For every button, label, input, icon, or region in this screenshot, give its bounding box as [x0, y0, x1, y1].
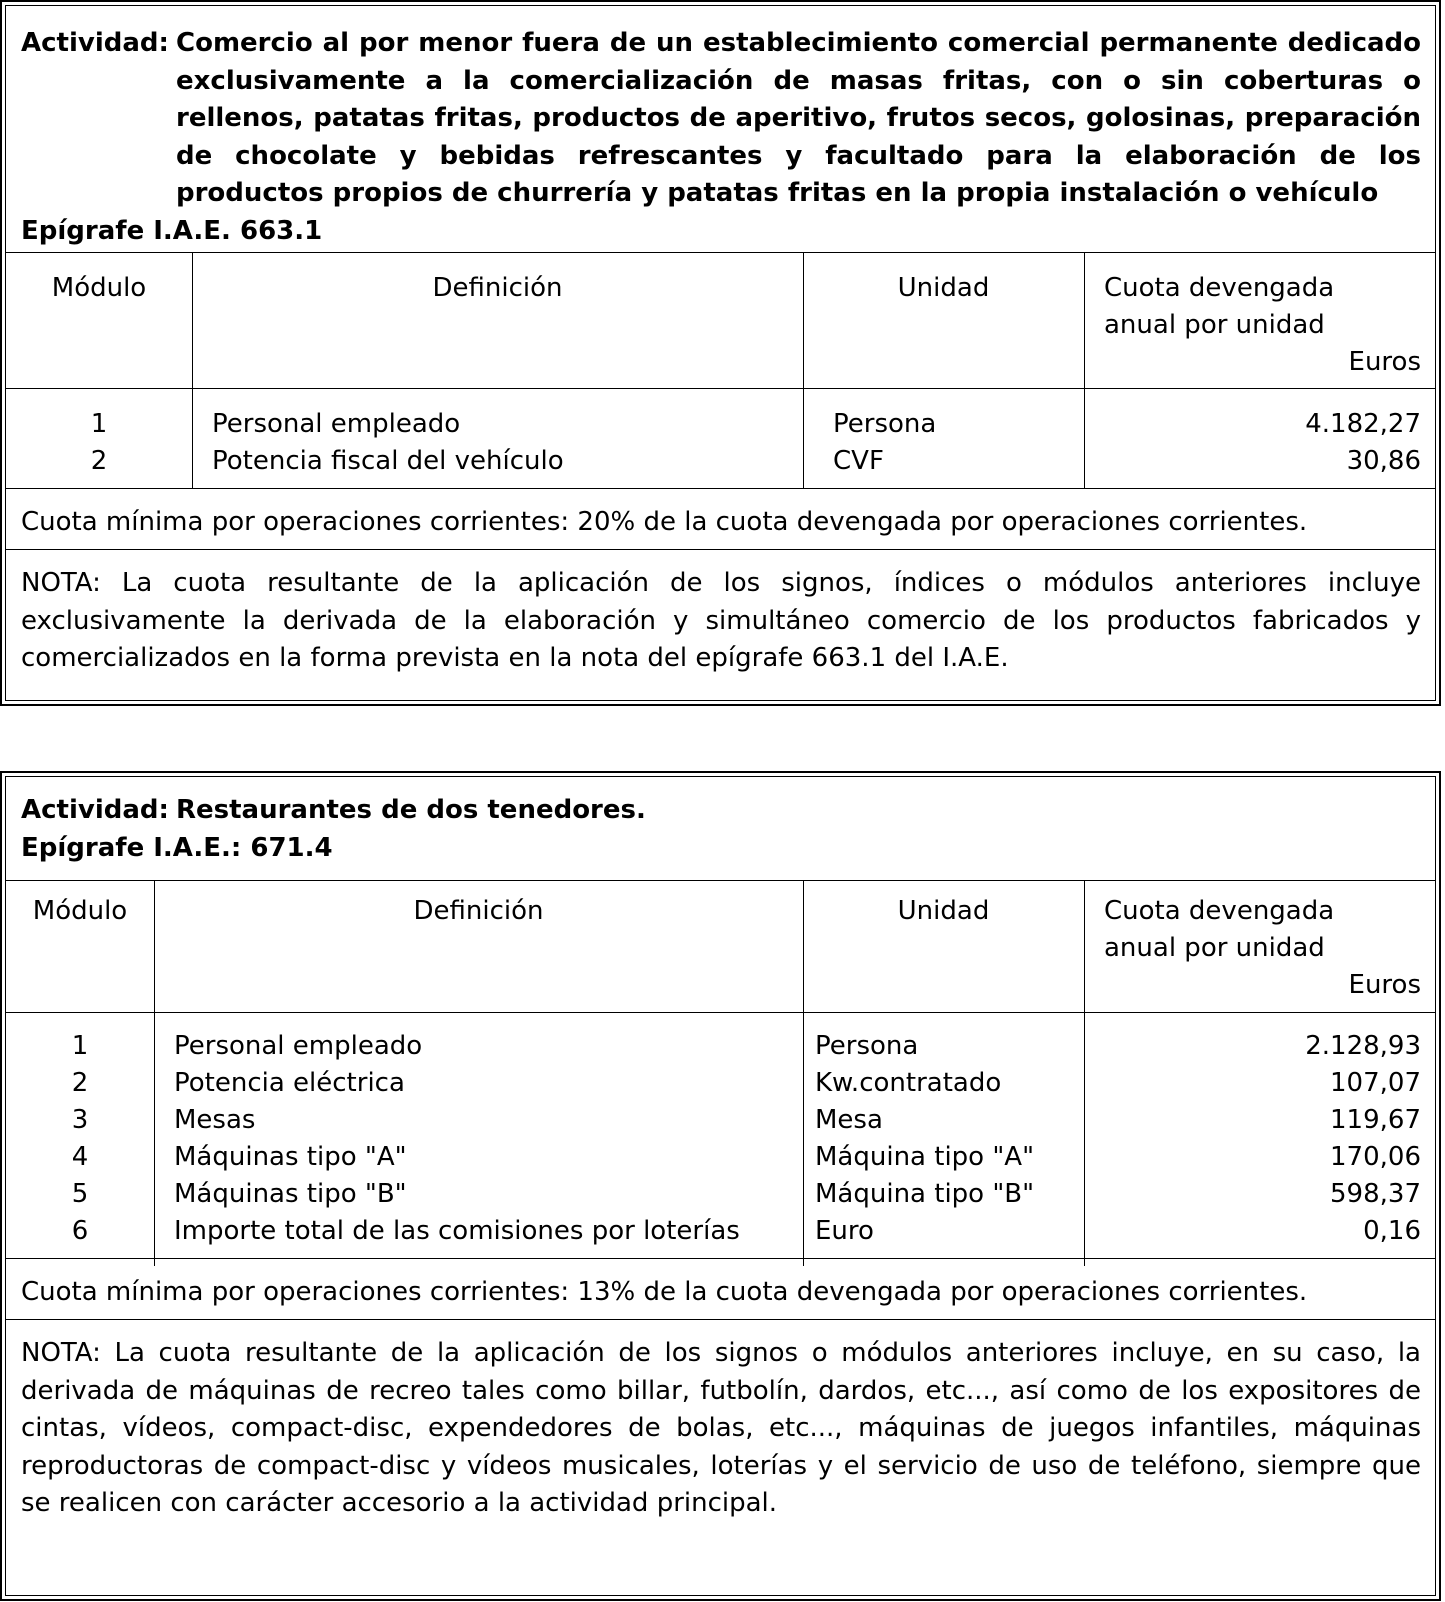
epigrafe: Epígrafe I.A.E.: 671.4	[21, 832, 333, 863]
epigrafe: Epígrafe I.A.E. 663.1	[21, 215, 323, 246]
table-row-unidad: Persona	[815, 1031, 919, 1061]
column-divider	[803, 881, 804, 1266]
table-row-modulo: 1	[90, 409, 108, 439]
header-cuota: Cuota devengada	[1104, 273, 1335, 303]
header-divider	[6, 1012, 1435, 1013]
table-row-modulo: 4	[71, 1142, 89, 1172]
header-definicion: Definición	[432, 273, 563, 303]
table-row-unidad: Máquina tipo "A"	[815, 1142, 1035, 1172]
row-divider	[6, 1319, 1435, 1320]
activity-header	[6, 6, 1435, 253]
row-divider	[6, 1258, 1435, 1259]
table-row-unidad: Mesa	[815, 1105, 883, 1135]
activity-row	[6, 25, 1435, 213]
activity-header	[6, 777, 1435, 881]
header-cuota: anual por unidad	[1104, 933, 1325, 963]
table-row-unidad: CVF	[833, 446, 884, 476]
table-row-definicion: Máquinas tipo "B"	[174, 1179, 407, 1209]
table-663-1	[0, 0, 1441, 706]
table-row-modulo: 1	[71, 1031, 89, 1061]
table-row-cuota: 598,37	[1330, 1179, 1421, 1209]
column-divider	[1084, 881, 1085, 1266]
header-cuota-euros: Euros	[1348, 970, 1421, 1000]
column-divider	[154, 881, 155, 1266]
table-row-cuota: 119,67	[1330, 1105, 1421, 1135]
row-divider	[6, 488, 1435, 489]
table-row-cuota: 170,06	[1330, 1142, 1421, 1172]
header-unidad: Unidad	[897, 273, 990, 303]
header-cuota: anual por unidad	[1104, 310, 1325, 340]
table-row-modulo: 5	[71, 1179, 89, 1209]
column-divider	[1084, 253, 1085, 488]
header-modulo: Módulo	[51, 273, 147, 303]
table-row-cuota: 2.128,93	[1305, 1031, 1421, 1061]
activity-text: Restaurantes de dos tenedores.	[176, 795, 646, 825]
table-row-definicion: Máquinas tipo "A"	[174, 1142, 407, 1172]
header-cuota-euros: Euros	[1348, 347, 1421, 377]
activity-text: Comercio al por menor fuera de un establecimiento comercial permanente dedicado exclusivamente a la comercialización de masas fritas, con o sin coberturas o rellenos, patatas fritas, productos de aperitivo, frutos secos, golosinas, preparación de chocolate y bebidas refrescantes y facultado para la elaboración de los productos propios de churrería y patatas fritas en la propia instalación o vehículo	[176, 28, 1421, 208]
table-row-unidad: Persona	[833, 409, 937, 439]
table-row-modulo: 2	[71, 1068, 89, 1098]
row-divider	[6, 549, 1435, 550]
header-definicion: Definición	[413, 896, 544, 926]
table-row-unidad: Euro	[815, 1216, 874, 1246]
table-row-modulo: 3	[71, 1105, 89, 1135]
table-row-cuota: 107,07	[1330, 1068, 1421, 1098]
table-row-cuota: 30,86	[1346, 446, 1421, 476]
table-row-definicion: Potencia eléctrica	[174, 1068, 405, 1098]
header-modulo: Módulo	[32, 896, 128, 926]
table-frame	[5, 5, 1436, 701]
header-unidad: Unidad	[897, 896, 990, 926]
table-frame	[5, 776, 1436, 1596]
table-row-unidad: Kw.contratado	[815, 1068, 1002, 1098]
header-divider	[6, 388, 1435, 389]
activity-label: Actividad:	[21, 795, 169, 825]
table-row-definicion: Importe total de las comisiones por loterías	[174, 1216, 740, 1246]
nota: NOTA: La cuota resultante de la aplicación de los signos, índices o módulos anteriores incluye exclusivamente la derivada de la elaboración y simultáneo comercio de los productos fabricados y comercializados en la forma prevista en la nota del epígrafe 663.1 del I.A.E.	[21, 568, 1421, 673]
cuota-minima: Cuota mínima por operaciones corrientes: 13% de la cuota devengada por operaciones corrientes.	[21, 1277, 1308, 1307]
table-row-unidad: Máquina tipo "B"	[815, 1179, 1035, 1209]
table-row-definicion: Personal empleado	[212, 409, 461, 439]
table-row-definicion: Potencia fiscal del vehículo	[212, 446, 564, 476]
table-row-definicion: Personal empleado	[174, 1031, 423, 1061]
table-row-cuota: 0,16	[1363, 1216, 1421, 1246]
header-cuota: Cuota devengada	[1104, 896, 1335, 926]
activity-label: Actividad:	[21, 28, 169, 58]
activity-row	[6, 792, 1435, 830]
cuota-minima: Cuota mínima por operaciones corrientes: 20% de la cuota devengada por operaciones corrientes.	[21, 507, 1308, 537]
table-row-modulo: 6	[71, 1216, 89, 1246]
table-671-4	[0, 771, 1441, 1601]
table-row-cuota: 4.182,27	[1305, 409, 1421, 439]
nota: NOTA: La cuota resultante de la aplicación de los signos o módulos anteriores incluye, en su caso, la derivada de máquinas de recreo tales como billar, futbolín, dardos, etc..., así como de los expositores de cintas, vídeos, compact-disc, expendedores de bolas, etc..., máquinas de juegos infantiles, máquinas reproductoras de compact-disc y vídeos musicales, loterías y el servicio de uso de teléfono, siempre que se realicen con carácter accesorio a la actividad principal.	[21, 1338, 1421, 1518]
table-row-definicion: Mesas	[174, 1105, 256, 1135]
table-row-modulo: 2	[90, 446, 108, 476]
